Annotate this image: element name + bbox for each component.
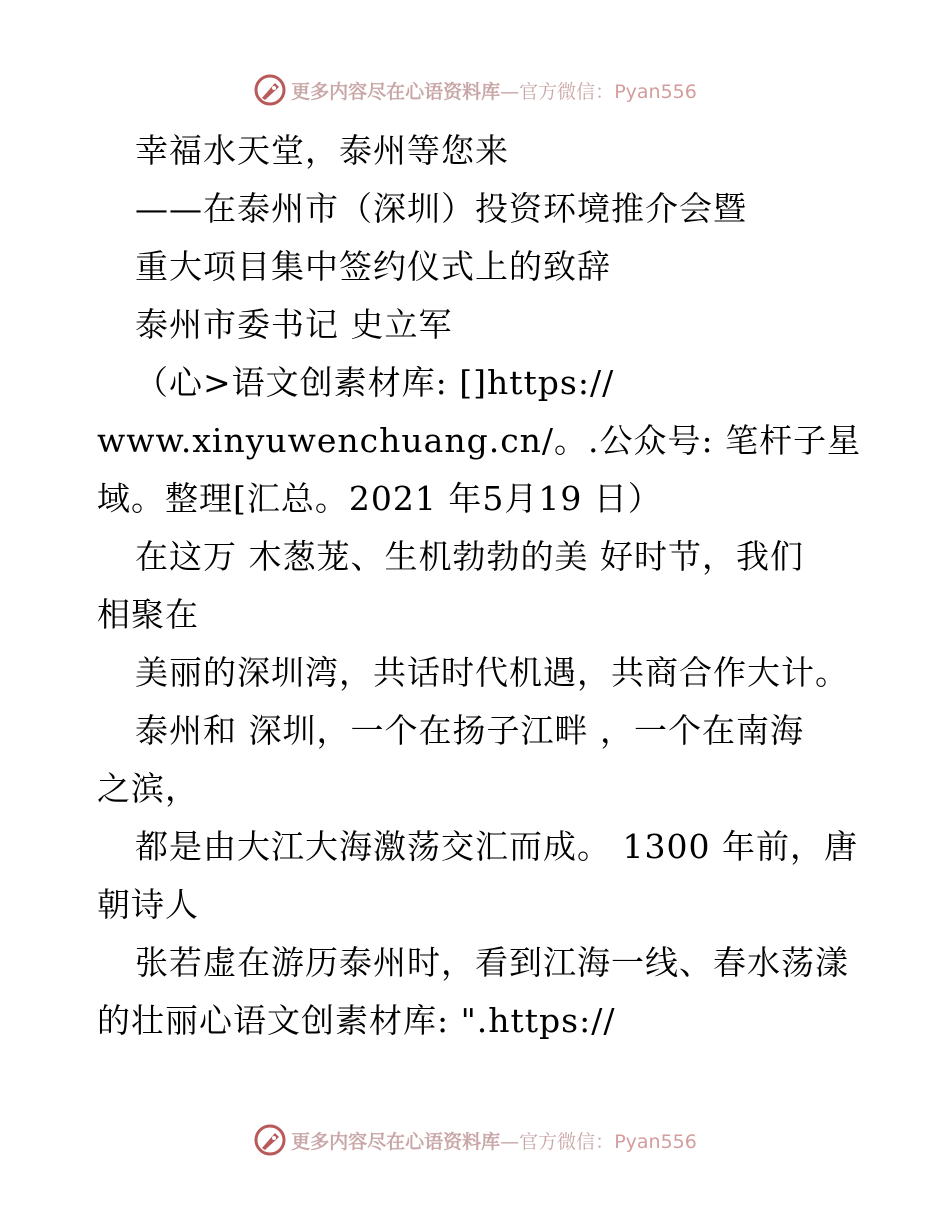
document-line: 泰州和 深圳，一个在扬子江畔 ，一个在南海 xyxy=(135,711,804,750)
header-watermark-text xyxy=(291,77,697,104)
document-line: 张若虚在游历泰州时，看到江海一线、春水荡漾 xyxy=(135,943,849,982)
footer-watermark-text xyxy=(291,1127,697,1154)
footer-handle: Pyan556 xyxy=(614,1130,697,1153)
header-watermark xyxy=(0,70,950,110)
document-line: 之滨， xyxy=(97,769,199,808)
document-line: （心>语文创素材库: []https:// xyxy=(135,363,615,402)
document-line: 在这万 木葱茏、生机勃勃的美 好时节，我们 xyxy=(135,537,804,576)
header-handle: Pyan556 xyxy=(614,80,697,103)
document-line: 域。整理[汇总。2021 年5月19 日） xyxy=(97,479,662,518)
document-line: ——在泰州市（深圳）投资环境推介会暨 xyxy=(135,189,747,228)
document-line: 的壮丽心语文创素材库: ".https:// xyxy=(97,1001,616,1040)
footer-label: 官方微信： xyxy=(519,1130,615,1153)
document-line: 重大项目集中签约仪式上的致辞 xyxy=(135,247,611,286)
document-line: 美丽的深圳湾，共话时代机遇，共商合作大计。 xyxy=(135,653,849,692)
document-line: 都是由大江大海激荡交汇而成。 1300 年前，唐 xyxy=(135,827,858,866)
document-body xyxy=(97,122,887,1050)
document-line: 幸福水天堂，泰州等您来 xyxy=(135,131,509,170)
document-line: 泰州市委书记 史立军 xyxy=(135,305,453,344)
header-site-name: 更多内容尽在心语资料库 xyxy=(291,80,501,103)
document-line: 相聚在 xyxy=(97,595,199,634)
footer-watermark xyxy=(0,1120,950,1160)
footer-separator: — xyxy=(500,1130,520,1153)
pen-nib-logo-icon xyxy=(253,73,287,107)
pen-nib-logo-icon xyxy=(253,1123,287,1157)
document-line: 朝诗人 xyxy=(97,885,199,924)
header-label: 官方微信： xyxy=(519,80,615,103)
document-line: www.xinyuwenchuang.cn/。.公众号: 笔杆子星 xyxy=(97,421,862,460)
header-separator: — xyxy=(500,80,520,103)
footer-site-name: 更多内容尽在心语资料库 xyxy=(291,1130,501,1153)
